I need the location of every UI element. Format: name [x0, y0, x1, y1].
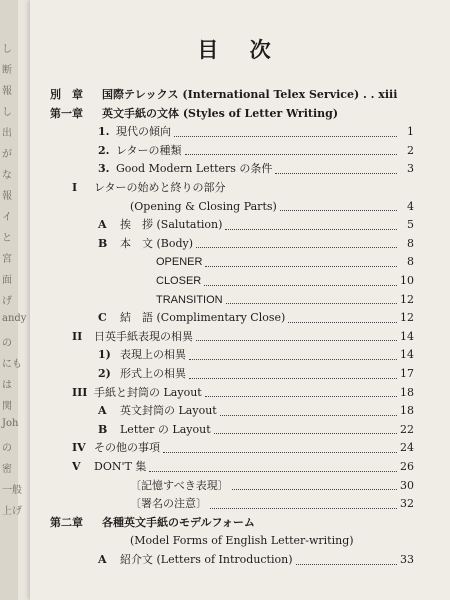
toc-entry-label: I: [72, 181, 78, 194]
toc-entry[interactable]: [130, 532, 414, 550]
leader-dots: [174, 128, 397, 137]
toc-entry[interactable]: [98, 402, 414, 420]
toc-page: [30, 0, 450, 600]
leader-dots: [275, 165, 397, 174]
toc-entry-label: IV: [72, 441, 86, 455]
toc-entry-label: A: [98, 553, 107, 566]
leader-dots: [225, 221, 397, 230]
left-page-fragment: 面: [2, 275, 12, 286]
toc-entry[interactable]: [98, 309, 414, 327]
toc-entry-text: CLOSER: [156, 275, 202, 287]
toc-entry-text: 各種英文手紙のモデルフォーム: [102, 515, 255, 529]
toc-entry-label: II: [72, 329, 83, 343]
toc-entry-text: 表現上の相異: [120, 348, 186, 362]
toc-page-number: 14: [400, 329, 414, 343]
left-page-fragment: し: [2, 44, 12, 55]
toc-page-number: 33: [400, 553, 414, 566]
toc-entry-text: TRANSITION: [156, 293, 223, 306]
toc-entry-text: 紹介文 (Letters of Introduction): [120, 553, 293, 566]
toc-page-number: 2: [407, 143, 414, 157]
leader-dots: [210, 500, 397, 509]
toc-entry[interactable]: [50, 105, 414, 123]
toc-page-number: 1: [407, 125, 414, 139]
toc-page-number: 3: [407, 162, 414, 176]
leader-dots: [280, 202, 397, 211]
toc-entry[interactable]: [98, 160, 414, 178]
toc-entry-text: (Model Forms of English Letter-writing): [130, 534, 354, 548]
toc-entry[interactable]: [50, 86, 414, 104]
left-page-fragment: 密: [2, 464, 12, 475]
toc-page-number: 24: [400, 441, 414, 455]
toc-page-number: 14: [400, 348, 414, 362]
left-page-fragment: 断: [2, 65, 12, 76]
toc-entry[interactable]: [130, 477, 414, 495]
toc-entry-label: 3.: [98, 162, 110, 176]
toc-entry-label: B: [98, 422, 108, 436]
left-page-fragment: 宮: [2, 254, 12, 265]
toc-entry[interactable]: [130, 198, 414, 216]
toc-entry-text: 現代の傾向: [116, 125, 171, 139]
leader-dots: [185, 146, 397, 155]
toc-page-number: 30: [400, 478, 414, 492]
leader-dots: [163, 444, 397, 453]
toc-page-number: 8: [407, 255, 414, 269]
toc-entry-text: 〔記憶すべき表現〕: [130, 478, 229, 492]
toc-entry[interactable]: [98, 142, 414, 160]
toc-page-number: 26: [400, 460, 414, 473]
toc-entry[interactable]: [98, 235, 414, 253]
page-title: 目 次: [197, 37, 283, 62]
toc-entry-text: レターの始めと終りの部分: [94, 181, 226, 194]
toc-entry[interactable]: [98, 421, 414, 439]
leader-dots: [189, 370, 397, 379]
toc-entry[interactable]: [50, 514, 414, 532]
leader-dots: [220, 407, 397, 416]
leader-dots: [205, 388, 397, 397]
toc-page-number: 5: [407, 218, 414, 232]
toc-entry-label: A: [98, 218, 107, 232]
toc-entry-text: Good Modern Letters の条件: [116, 162, 273, 176]
toc-entry[interactable]: [98, 365, 414, 383]
left-page-fragment: は: [2, 380, 12, 391]
toc-entry[interactable]: [98, 216, 414, 234]
toc-entry-text: 結 語 (Complimentary Close): [120, 311, 286, 325]
toc-entry-text: 手紙と封筒の Layout: [94, 385, 202, 399]
toc-entry-label: A: [98, 404, 107, 418]
toc-entry[interactable]: [72, 458, 414, 476]
leader-dots: [204, 277, 397, 286]
left-page-fragment: にも: [2, 359, 22, 370]
toc-entry-text: OPENER: [156, 256, 203, 269]
toc-page-number: 12: [400, 311, 414, 325]
toc-entry[interactable]: [72, 179, 414, 197]
toc-page-number: 18: [400, 404, 414, 418]
left-page-fragment: し: [2, 107, 12, 118]
toc-page-number: 8: [407, 236, 414, 250]
toc-entry[interactable]: [130, 495, 414, 513]
toc-entry-label: B: [98, 236, 108, 250]
toc-entry-label: 1): [98, 348, 111, 362]
left-page-fragment: イ: [2, 212, 12, 223]
leader-dots: [196, 239, 397, 248]
leader-dots: [189, 351, 397, 360]
left-page-fragment: な: [2, 170, 12, 181]
toc-entry-text: その他の事項: [94, 441, 160, 455]
toc-entry[interactable]: [72, 328, 414, 346]
toc-entry[interactable]: [156, 272, 414, 290]
toc-entry-text: 挨 拶 (Salutation): [120, 218, 223, 232]
toc-page-number: 32: [400, 497, 414, 511]
left-page-fragment: が: [2, 149, 12, 160]
toc-entry-label: III: [72, 385, 88, 399]
left-page-fragment: 一般: [2, 485, 22, 496]
toc-entry-label: 2): [98, 367, 111, 380]
toc-entry-text: 日英手紙表現の相異: [94, 329, 193, 343]
toc-entry[interactable]: [156, 253, 414, 271]
toc-entry-label: 第二章: [50, 515, 83, 529]
toc-entry-label: 別 章: [50, 88, 83, 101]
toc-entry[interactable]: [72, 384, 414, 402]
toc-page-number: 17: [400, 367, 414, 380]
left-page-edge: [0, 0, 30, 600]
toc-entry-label: 第一章: [50, 106, 83, 120]
toc-entry-label: C: [98, 311, 107, 325]
left-page-fragment: Joh: [2, 418, 19, 429]
toc-page-number: 10: [400, 274, 414, 287]
leader-dots: [214, 425, 397, 434]
left-page-fragment: と: [2, 233, 12, 244]
toc-entry[interactable]: [156, 291, 414, 309]
toc-entry[interactable]: [98, 551, 414, 569]
left-page-fragment: の: [2, 443, 12, 454]
leader-dots: [205, 258, 397, 267]
leader-dots: [226, 295, 397, 304]
toc-entry[interactable]: [72, 439, 414, 457]
leader-dots: [232, 481, 397, 490]
leader-dots: [196, 332, 397, 341]
toc-page-number: 4: [407, 199, 414, 213]
toc-entry-text: DON'T 集: [94, 460, 147, 473]
toc-entry-text: レターの種類: [116, 143, 182, 157]
toc-entry-text: 形式上の相異: [120, 367, 186, 380]
left-page-fragment: 出: [2, 128, 12, 139]
left-page-fragment: 関: [2, 401, 12, 412]
left-page-fragment: andy: [2, 313, 27, 324]
toc-entry-text: 国際テレックス (International Telex Service) . . xiii: [102, 88, 398, 101]
toc-entry-label: 1.: [98, 125, 110, 139]
toc-entry[interactable]: [98, 346, 414, 364]
left-page-fragment: 報: [2, 191, 12, 202]
toc-page-number: 22: [400, 422, 414, 436]
left-page-fragment: げ: [2, 296, 12, 307]
toc-page-number: 12: [400, 292, 414, 306]
toc-entry-label: V: [72, 460, 81, 473]
leader-dots: [149, 463, 397, 472]
left-page-fragment: の: [2, 338, 12, 349]
leader-dots: [296, 556, 398, 565]
toc-entry-label: 2.: [98, 143, 110, 157]
toc-entry-text: 〔署名の注意〕: [130, 497, 207, 511]
toc-entry-text: 英文手紙の文体 (Styles of Letter Writing): [102, 106, 339, 120]
toc-entry-text: 本 文 (Body): [120, 236, 194, 250]
toc-page-number: 18: [400, 385, 414, 399]
leader-dots: [288, 314, 397, 323]
left-page-fragment: 報: [2, 86, 12, 97]
toc-entry-text: 英文封筒の Layout: [120, 404, 217, 418]
toc-entry[interactable]: [98, 123, 414, 141]
toc-entry-text: Letter の Layout: [120, 422, 211, 436]
toc-entry-text: (Opening & Closing Parts): [130, 199, 277, 213]
left-page-fragment: 上げ: [2, 506, 22, 517]
